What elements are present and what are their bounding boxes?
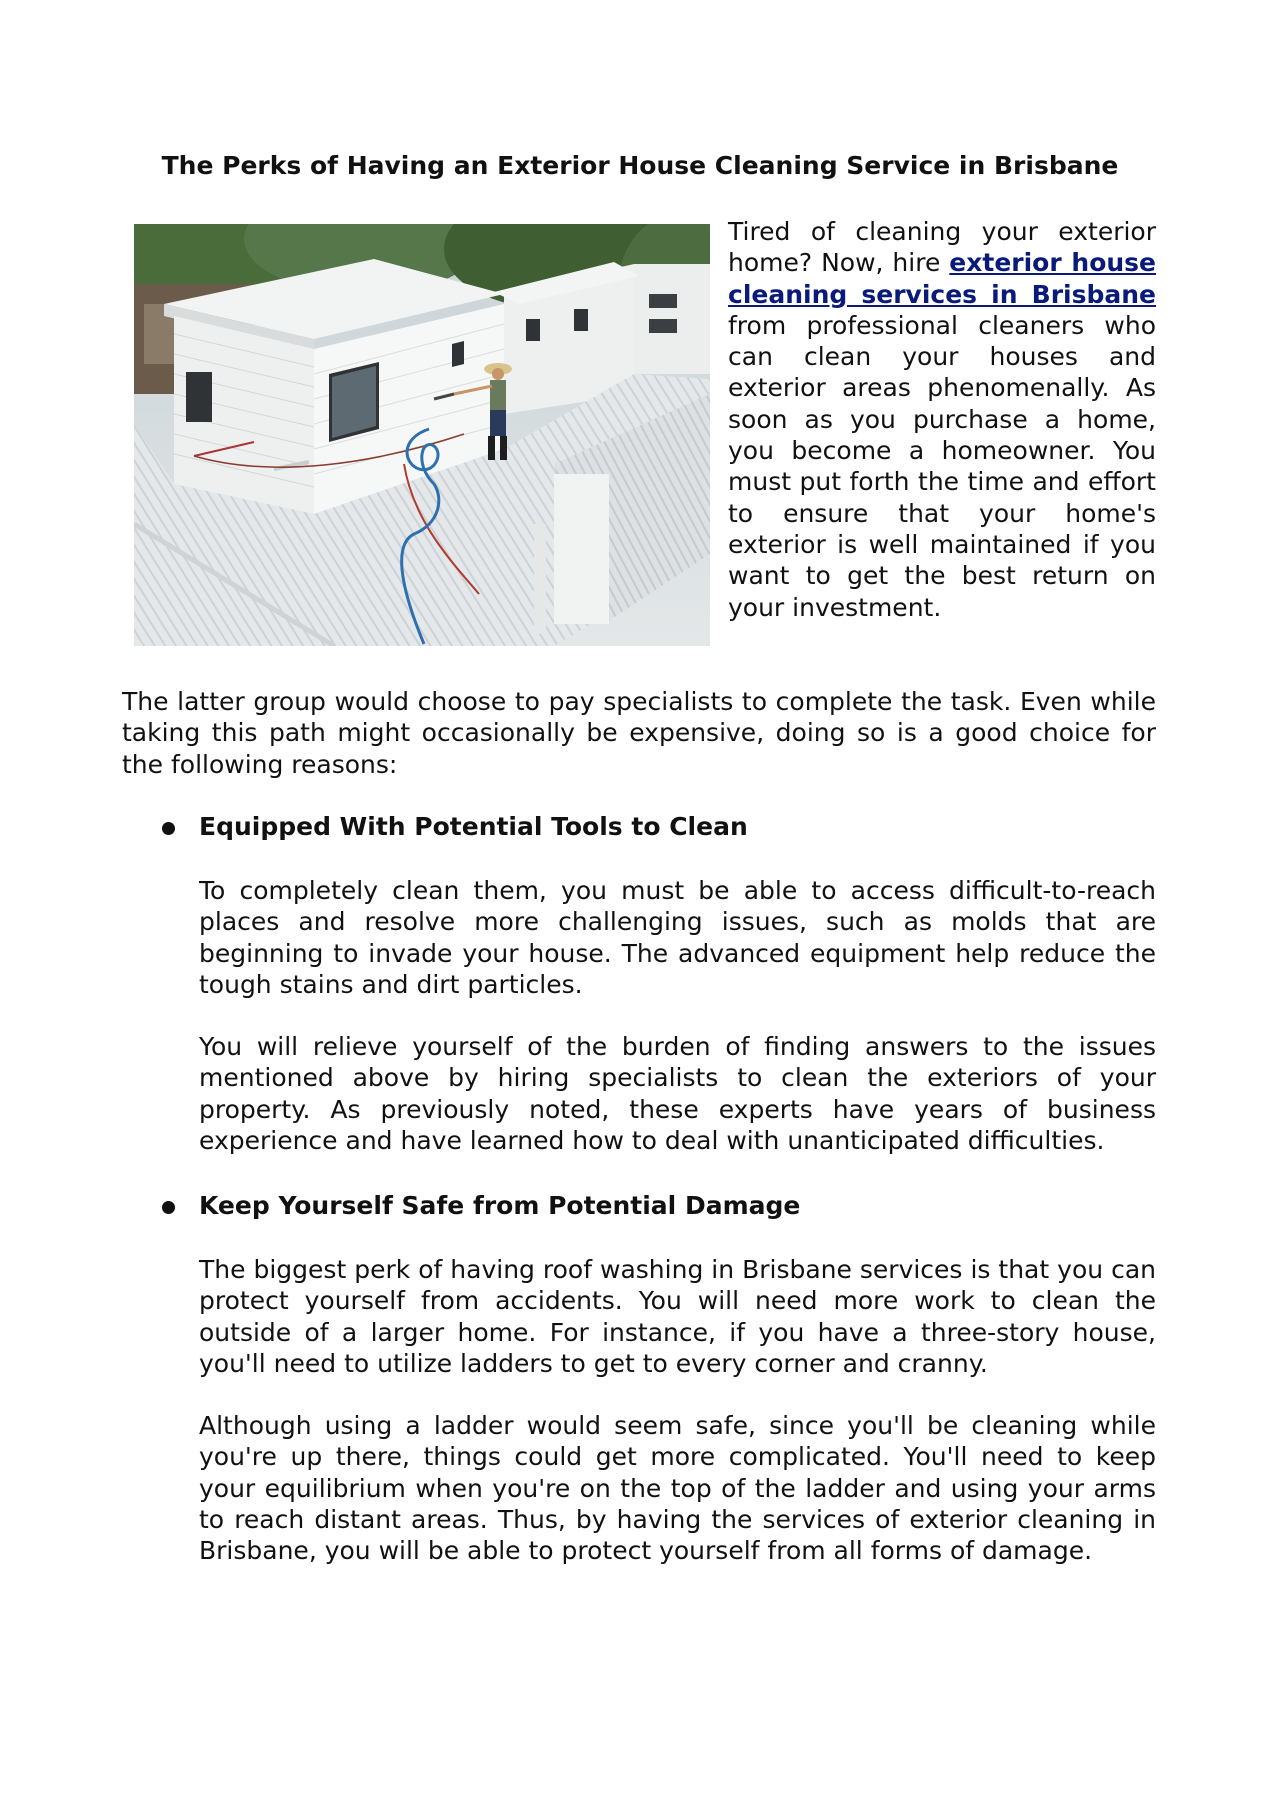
section-paragraph: The biggest perk of having roof washing in Brisbane services is that you can protect yourself from accidents. You will need more work to clean the outside of a larger home. For instance, if you have a three-story house, you'll need to utilize ladders to get to every corner and cranny. [199,1255,1156,1378]
section-safety [122,1190,1156,1566]
bullet-heading-row [122,1190,1156,1222]
roof-cleaning-photo [134,224,710,646]
exterior-cleaning-link[interactable]: exterior house cleaning services in Brisbane [728,248,1157,309]
section-heading: Equipped With Potential Tools to Clean [199,812,748,841]
bullet-icon [162,822,175,835]
intro-paragraph [728,216,1156,623]
bullet-icon [162,1201,175,1214]
section-paragraph: Although using a ladder would seem safe, since you'll be cleaning while you're up there, things could get more complicated. You'll need to keep your equilibrium when you're on the top of the ladder and using your arms to reach distant areas. Thus, by having the services of exterior cleaning in Brisbane, you will be able to protect yourself from all forms of damage. [199,1411,1156,1566]
lead-paragraph: The latter group would choose to pay specialists to complete the task. Even while taking this path might occasionally be expensive, doing so is a good choice for the following reasons: [122,687,1156,779]
section-paragraph: To completely clean them, you must be able to access difficult-to-reach places and resolve more challenging issues, such as molds that are beginning to invade your house. The advanced equipment help reduce the tough stains and dirt particles. [199,876,1156,999]
section-heading: Keep Yourself Safe from Potential Damage [199,1191,801,1220]
section-paragraph: You will relieve yourself of the burden of finding answers to the issues mentioned above by hiring specialists to clean the exteriors of your property. As previously noted, these experts have years of business experience and have learned how to deal with unanticipated difficulties. [199,1032,1156,1155]
intro-text-before: Tired of cleaning your exterior home? Now, hire [728,217,1156,278]
section-tools [122,811,1156,1155]
intro-text-after: from professional cleaners who can clean your houses and exterior areas phenomenally. As soon as you purchase a home, you become a homeowner. You must put forth the time and effort to ensure that your home's exterior is well maintained if you want to get the best return on your investment. [728,310,1156,622]
page-title: The Perks of Having an Exterior House Cleaning Service in Brisbane [161,151,1119,180]
bullet-heading-row [122,811,1156,843]
